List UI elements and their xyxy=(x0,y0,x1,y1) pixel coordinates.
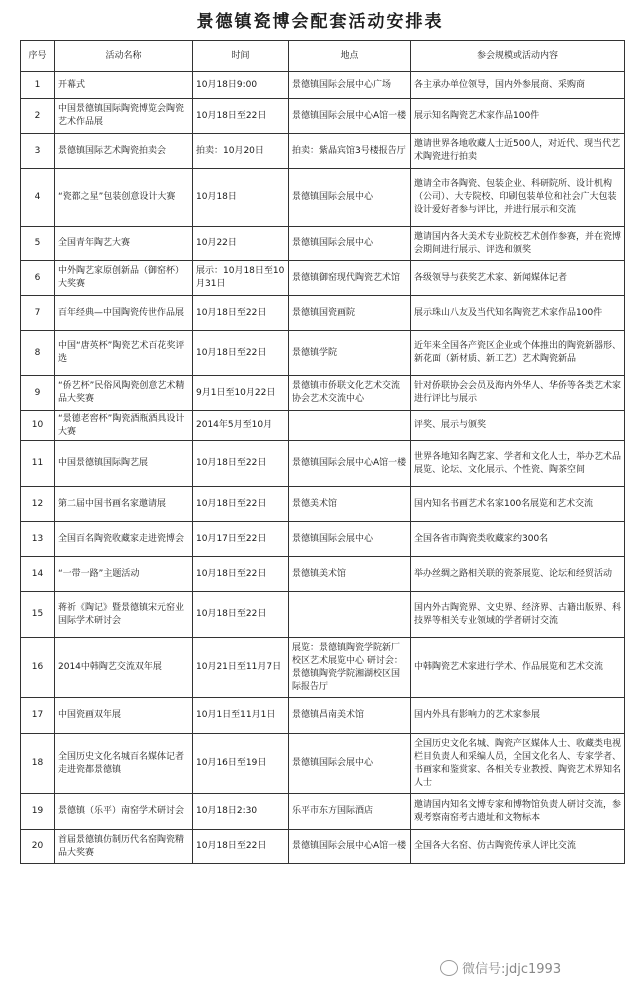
cell-time: 10月17日至22日 xyxy=(193,522,289,557)
cell-name: 中国景德镇国际陶艺展 xyxy=(55,441,193,487)
cell-no: 18 xyxy=(21,734,55,794)
cell-name: 开幕式 xyxy=(55,72,193,99)
table-row xyxy=(21,592,625,638)
table-row xyxy=(21,331,625,376)
cell-time: 10月18日至22日 xyxy=(193,99,289,134)
cell-place: 景德镇国际会展中心 xyxy=(289,227,411,261)
cell-time: 展示：10月18日至10月31日 xyxy=(193,261,289,296)
cell-no: 3 xyxy=(21,134,55,169)
cell-name: 蒋祈《陶记》暨景德镇宋元窑业国际学术研讨会 xyxy=(55,592,193,638)
cell-time: 10月18日 xyxy=(193,169,289,227)
cell-time: 9月1日至10月22日 xyxy=(193,376,289,411)
cell-no: 17 xyxy=(21,698,55,734)
cell-name: “瓷都之星”包装创意设计大赛 xyxy=(55,169,193,227)
cell-content: 国内外具有影响力的艺术家参展 xyxy=(411,698,625,734)
cell-no: 11 xyxy=(21,441,55,487)
cell-place: 景德镇昌南美术馆 xyxy=(289,698,411,734)
table-body xyxy=(21,72,625,864)
cell-place: 乐平市东方国际酒店 xyxy=(289,794,411,830)
cell-content: 各主承办单位领导，国内外参展商、采购商 xyxy=(411,72,625,99)
cell-no: 5 xyxy=(21,227,55,261)
cell-no: 9 xyxy=(21,376,55,411)
cell-place: 景德镇国瓷画院 xyxy=(289,296,411,331)
cell-time: 10月1日至11月1日 xyxy=(193,698,289,734)
cell-place: 景德镇国际会展中心广场 xyxy=(289,72,411,99)
cell-no: 8 xyxy=(21,331,55,376)
cell-no: 1 xyxy=(21,72,55,99)
cell-name: 全国百名陶瓷收藏家走进瓷博会 xyxy=(55,522,193,557)
table-row xyxy=(21,638,625,698)
cell-time: 2014年5月至10月 xyxy=(193,411,289,441)
cell-place: 景德镇国际会展中心A馆一楼 xyxy=(289,441,411,487)
cell-no: 13 xyxy=(21,522,55,557)
table-row xyxy=(21,227,625,261)
table-row xyxy=(21,522,625,557)
cell-name: 第二届中国书画名家邀请展 xyxy=(55,487,193,522)
cell-name: 2014中韩陶艺交流双年展 xyxy=(55,638,193,698)
cell-name: “侨艺杯”民俗风陶瓷创意艺术精品大奖赛 xyxy=(55,376,193,411)
wechat-icon xyxy=(440,960,458,976)
header-time: 时间 xyxy=(193,41,289,72)
cell-no: 16 xyxy=(21,638,55,698)
cell-no: 10 xyxy=(21,411,55,441)
cell-no: 15 xyxy=(21,592,55,638)
cell-name: 首届景德镇仿制历代名窑陶瓷精品大奖赛 xyxy=(55,830,193,864)
cell-place: 展览：景德镇陶瓷学院新厂校区艺术展览中心 研讨会：景德镇陶瓷学院湘湖校区国际报告厅 xyxy=(289,638,411,698)
cell-time: 10月18日至22日 xyxy=(193,487,289,522)
table-row xyxy=(21,376,625,411)
table-row xyxy=(21,72,625,99)
table-row xyxy=(21,99,625,134)
table-row xyxy=(21,487,625,522)
cell-content: 评奖、展示与颁奖 xyxy=(411,411,625,441)
cell-content: 展示知名陶瓷艺术家作品100件 xyxy=(411,99,625,134)
cell-no: 12 xyxy=(21,487,55,522)
cell-content: 国内外古陶瓷界、文史界、经济界、古籍出版界、科技界等相关专业领域的学者研讨交流 xyxy=(411,592,625,638)
cell-place: 景德镇美术馆 xyxy=(289,557,411,592)
cell-place: 景德美术馆 xyxy=(289,487,411,522)
table-row xyxy=(21,261,625,296)
cell-place: 拍卖：紫晶宾馆3号楼报告厅 xyxy=(289,134,411,169)
cell-time: 10月16日至19日 xyxy=(193,734,289,794)
cell-place: 景德镇御窑现代陶瓷艺术馆 xyxy=(289,261,411,296)
cell-content: 全国历史文化名城、陶瓷产区媒体人士、收藏类电视栏目负责人和采编人员，全国文化名人、专家学者、书画家和鉴赏家、各相关专业教授、陶瓷艺术界知名人士 xyxy=(411,734,625,794)
cell-content: 各级领导与获奖艺术家、新闻媒体记者 xyxy=(411,261,625,296)
cell-time: 10月18日至22日 xyxy=(193,296,289,331)
cell-content: 针对侨联协会会员及海内外华人、华侨等各类艺术家进行评比与展示 xyxy=(411,376,625,411)
table-row xyxy=(21,830,625,864)
cell-name: 中国瓷画双年展 xyxy=(55,698,193,734)
cell-content: 举办丝绸之路相关联的瓷茶展览、论坛和经贸活动 xyxy=(411,557,625,592)
table-header-row xyxy=(21,41,625,72)
cell-content: 邀请世界各地收藏人士近500人，对近代、现当代艺术陶瓷进行拍卖 xyxy=(411,134,625,169)
cell-time: 10月18日至22日 xyxy=(193,441,289,487)
cell-no: 2 xyxy=(21,99,55,134)
cell-place: 景德镇国际会展中心A馆一楼 xyxy=(289,99,411,134)
cell-name: 中国“唐英杯”陶瓷艺术百花奖评选 xyxy=(55,331,193,376)
cell-name: 中外陶艺家原创新品（御窑杯）大奖赛 xyxy=(55,261,193,296)
cell-no: 20 xyxy=(21,830,55,864)
table-row xyxy=(21,411,625,441)
cell-time: 10月18日至22日 xyxy=(193,592,289,638)
cell-name: 全国历史文化名城百名媒体记者走进瓷都景德镇 xyxy=(55,734,193,794)
cell-content: 国内知名书画艺术名家100名展览和艺术交流 xyxy=(411,487,625,522)
cell-content: 邀请国内知名文博专家和博物馆负责人研讨交流，参观考察南窑考古遗址和文物标本 xyxy=(411,794,625,830)
cell-place xyxy=(289,411,411,441)
cell-content: 全国各省市陶瓷类收藏家约300名 xyxy=(411,522,625,557)
cell-time: 10月21日至11月7日 xyxy=(193,638,289,698)
cell-name: 景德镇（乐平）南窑学术研讨会 xyxy=(55,794,193,830)
table-row xyxy=(21,557,625,592)
cell-name: 百年经典—中国陶瓷传世作品展 xyxy=(55,296,193,331)
table-row xyxy=(21,296,625,331)
table-row xyxy=(21,698,625,734)
cell-no: 14 xyxy=(21,557,55,592)
header-name: 活动名称 xyxy=(55,41,193,72)
table-row xyxy=(21,794,625,830)
cell-time: 10月22日 xyxy=(193,227,289,261)
cell-no: 4 xyxy=(21,169,55,227)
header-place: 地点 xyxy=(289,41,411,72)
watermark-text: 微信号:jdjc1993 xyxy=(462,962,562,977)
cell-no: 6 xyxy=(21,261,55,296)
cell-no: 7 xyxy=(21,296,55,331)
cell-place: 景德镇国际会展中心 xyxy=(289,522,411,557)
cell-name: 全国青年陶艺大赛 xyxy=(55,227,193,261)
cell-time: 10月18日至22日 xyxy=(193,331,289,376)
cell-time: 拍卖：10月20日 xyxy=(193,134,289,169)
cell-content: 展示珠山八友及当代知名陶瓷艺术家作品100件 xyxy=(411,296,625,331)
cell-time: 10月18日至22日 xyxy=(193,557,289,592)
cell-place: 景德镇国际会展中心 xyxy=(289,734,411,794)
table-row xyxy=(21,441,625,487)
cell-content: 全国各大名窑、仿古陶瓷传承人评比交流 xyxy=(411,830,625,864)
cell-content: 世界各地知名陶艺家、学者和文化人士，举办艺术品展览、论坛、文化展示、个性瓷、陶茶空间 xyxy=(411,441,625,487)
cell-place: 景德镇国际会展中心 xyxy=(289,169,411,227)
watermark xyxy=(440,958,561,977)
cell-place: 景德镇国际会展中心A馆一楼 xyxy=(289,830,411,864)
cell-name: “一带一路”主题活动 xyxy=(55,557,193,592)
table-row xyxy=(21,134,625,169)
header-content: 参会规模或活动内容 xyxy=(411,41,625,72)
cell-place xyxy=(289,592,411,638)
cell-name: 中国景德镇国际陶瓷博览会陶瓷艺术作品展 xyxy=(55,99,193,134)
activity-table xyxy=(20,40,625,864)
cell-time: 10月18日至22日 xyxy=(193,830,289,864)
page-title: 景德镇瓷博会配套活动安排表 xyxy=(196,12,444,32)
cell-content: 邀请全市各陶瓷、包装企业、科研院所、设计机构（公司）、大专院校、印刷包装单位和社会广大包装设计爱好者参与评比，并进行展示和交流 xyxy=(411,169,625,227)
header-no: 序号 xyxy=(21,41,55,72)
cell-place: 景德镇学院 xyxy=(289,331,411,376)
cell-time: 10月18日9:00 xyxy=(193,72,289,99)
cell-content: 近年来全国各产瓷区企业或个体推出的陶瓷新器形、新花面（新材质、新工艺）艺术陶瓷新品 xyxy=(411,331,625,376)
cell-content: 邀请国内各大美术专业院校艺术创作参赛，并在瓷博会期间进行展示、评选和颁奖 xyxy=(411,227,625,261)
table-row xyxy=(21,169,625,227)
cell-no: 19 xyxy=(21,794,55,830)
cell-name: 景德镇国际艺术陶瓷拍卖会 xyxy=(55,134,193,169)
cell-time: 10月18日2:30 xyxy=(193,794,289,830)
cell-name: “景德老窖杯”陶瓷酒瓶酒具设计大赛 xyxy=(55,411,193,441)
cell-content: 中韩陶瓷艺术家进行学术、作品展览和艺术交流 xyxy=(411,638,625,698)
table-row xyxy=(21,734,625,794)
cell-place: 景德镇市侨联文化艺术交流协会艺术交流中心 xyxy=(289,376,411,411)
